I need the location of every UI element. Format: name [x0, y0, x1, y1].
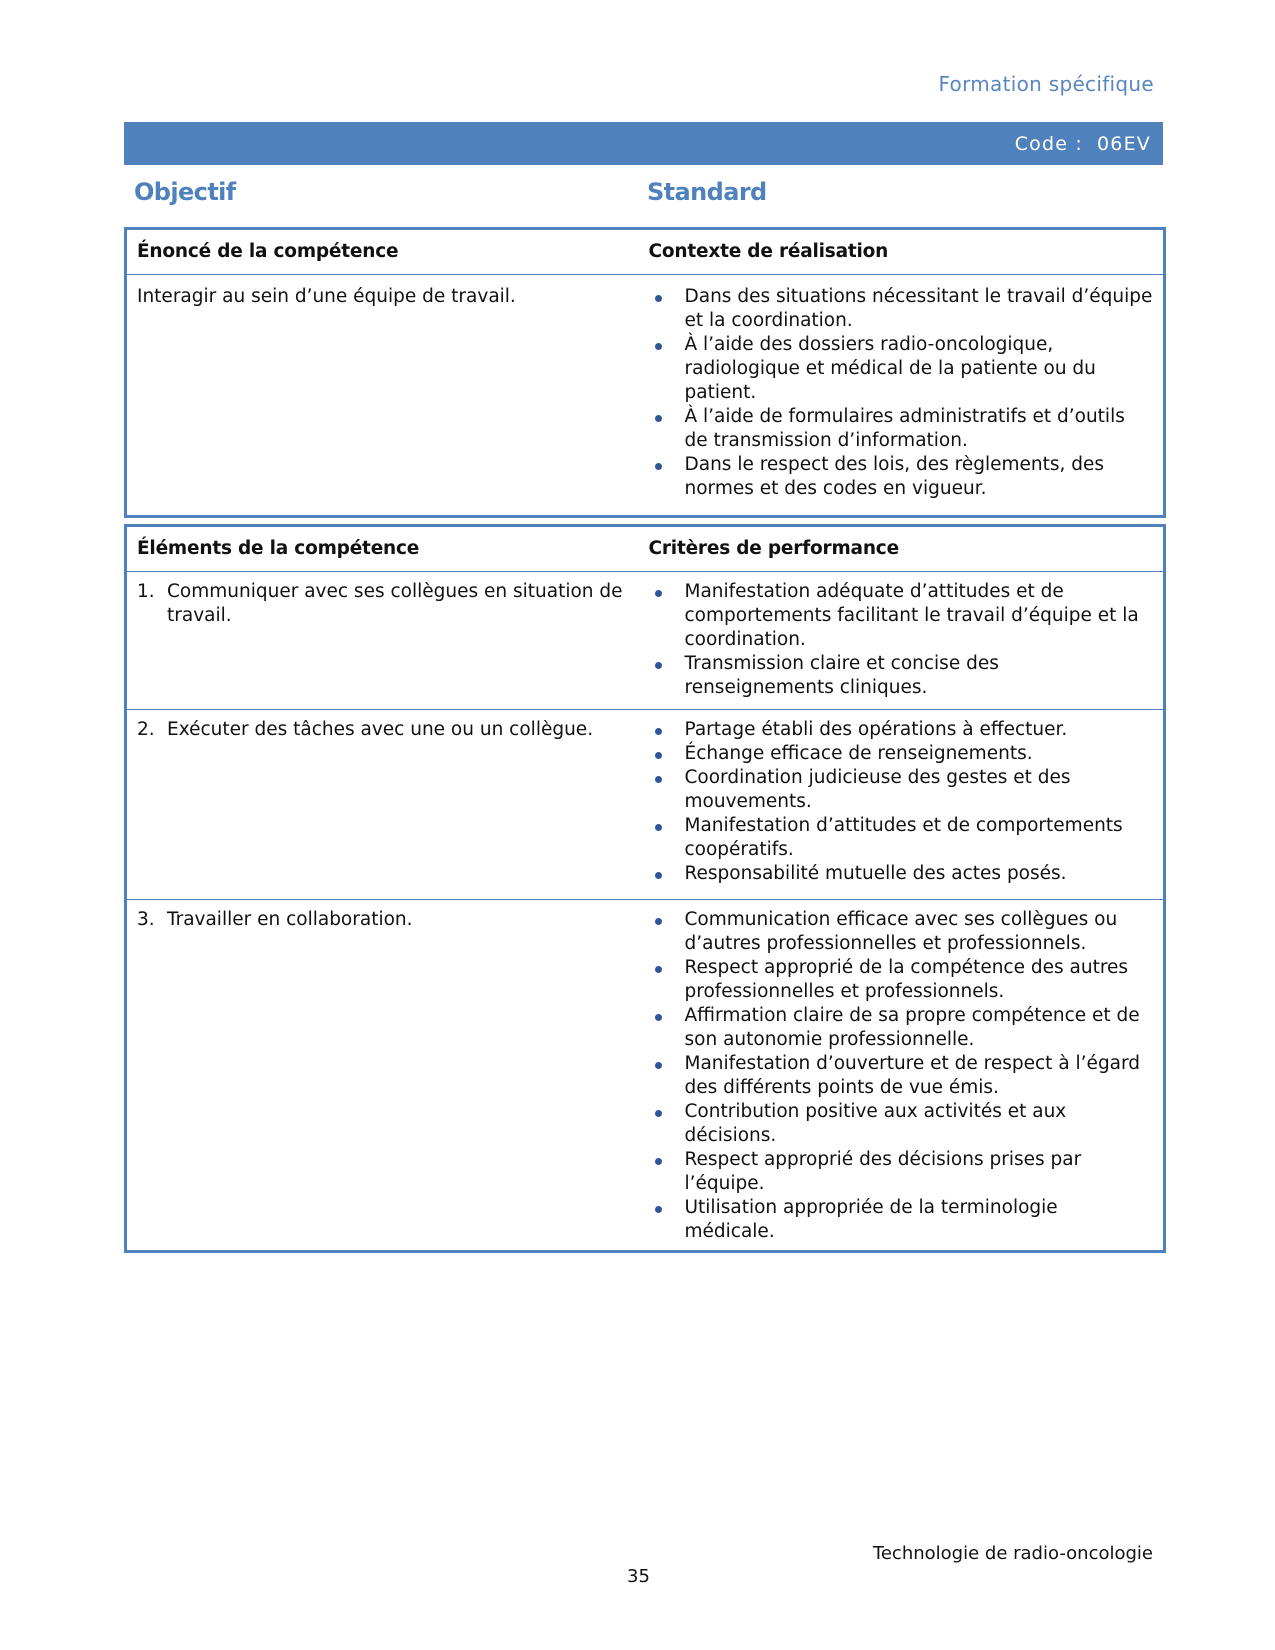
code-bar — [124, 122, 1163, 165]
context-cell — [639, 275, 1165, 517]
table-row — [126, 900, 1165, 1252]
element-cell — [126, 710, 639, 900]
standard-title: Standard — [647, 178, 767, 206]
bullet-icon — [655, 463, 662, 470]
competence-statement: Interagir au sein d’une équipe de travail. — [137, 286, 516, 307]
objectif-title: Objectif — [134, 178, 236, 206]
bullet-icon — [655, 966, 662, 973]
table-header-row — [126, 229, 1165, 275]
bullet-icon — [655, 1062, 662, 1069]
list-item: Transmission claire et concise des renseignements cliniques. — [649, 652, 1154, 700]
element-number: 2. — [137, 719, 155, 740]
bullet-icon — [655, 343, 662, 350]
bullet-icon — [655, 1158, 662, 1165]
element-number: 3. — [137, 909, 155, 930]
code-value: 06EV — [1097, 132, 1151, 155]
element-text: Travailler en collaboration. — [167, 909, 413, 930]
bullet-icon — [655, 918, 662, 925]
bullet-icon — [655, 728, 662, 735]
context-header: Contexte de réalisation — [639, 229, 1165, 275]
page-number: 35 — [627, 1566, 650, 1587]
criteria-list — [649, 718, 1154, 886]
competence-statement-table — [124, 227, 1166, 518]
list-item: Dans des situations nécessitant le travail d’équipe et la coordination. — [649, 285, 1154, 333]
criteria-header: Critères de performance — [639, 526, 1165, 572]
table-row — [126, 275, 1165, 517]
bullet-icon — [655, 662, 662, 669]
element-number: 1. — [137, 581, 155, 602]
competence-elements-table — [124, 524, 1166, 1253]
section-titles — [124, 178, 1163, 212]
context-list — [649, 285, 1154, 501]
bullet-icon — [655, 295, 662, 302]
list-item: Respect approprié des décisions prises par l’équipe. — [649, 1148, 1154, 1196]
element-text: Communiquer avec ses collègues en situation de travail. — [167, 581, 623, 626]
elements-header: Éléments de la compétence — [126, 526, 639, 572]
element-cell — [126, 572, 639, 710]
criteria-cell — [639, 710, 1165, 900]
footer-title: Technologie de radio-oncologie — [872, 1543, 1153, 1564]
criteria-list — [649, 908, 1154, 1244]
criteria-list — [649, 580, 1154, 700]
table-row — [126, 710, 1165, 900]
bullet-icon — [655, 590, 662, 597]
list-item: Échange efficace de renseignements. — [649, 742, 1154, 766]
list-item: Manifestation d’attitudes et de comportements coopératifs. — [649, 814, 1154, 862]
list-item: Utilisation appropriée de la terminologie médicale. — [649, 1196, 1154, 1244]
list-item: À l’aide des dossiers radio-oncologique, radiologique et médical de la patiente ou du patient. — [649, 333, 1154, 405]
list-item: Affirmation claire de sa propre compétence et de son autonomie professionnelle. — [649, 1004, 1154, 1052]
list-item: Partage établi des opérations à effectuer. — [649, 718, 1154, 742]
bullet-icon — [655, 776, 662, 783]
bullet-icon — [655, 752, 662, 759]
list-item: Responsabilité mutuelle des actes posés. — [649, 862, 1154, 886]
list-item: Respect approprié de la compétence des autres professionnelles et professionnels. — [649, 956, 1154, 1004]
criteria-cell — [639, 572, 1165, 710]
list-item: Coordination judicieuse des gestes et des mouvements. — [649, 766, 1154, 814]
bullet-icon — [655, 872, 662, 879]
bullet-icon — [655, 1110, 662, 1117]
bullet-icon — [655, 1014, 662, 1021]
element-text: Exécuter des tâches avec une ou un collègue. — [167, 719, 594, 740]
list-item: À l’aide de formulaires administratifs et d’outils de transmission d’information. — [649, 405, 1154, 453]
statement-header: Énoncé de la compétence — [126, 229, 639, 275]
list-item: Communication efficace avec ses collègues ou d’autres professionnelles et professionnels. — [649, 908, 1154, 956]
running-head: Formation spécifique — [938, 72, 1154, 96]
bullet-icon — [655, 824, 662, 831]
table-header-row — [126, 526, 1165, 572]
list-item: Manifestation d’ouverture et de respect à l’égard des différents points de vue émis. — [649, 1052, 1154, 1100]
element-cell — [126, 900, 639, 1252]
table-row — [126, 572, 1165, 710]
list-item: Dans le respect des lois, des règlements, des normes et des codes en vigueur. — [649, 453, 1154, 501]
list-item: Manifestation adéquate d’attitudes et de comportements facilitant le travail d’équipe et la coordination. — [649, 580, 1154, 652]
bullet-icon — [655, 415, 662, 422]
criteria-cell — [639, 900, 1165, 1252]
code-label: Code : — [1014, 132, 1084, 155]
bullet-icon — [655, 1206, 662, 1213]
list-item: Contribution positive aux activités et aux décisions. — [649, 1100, 1154, 1148]
